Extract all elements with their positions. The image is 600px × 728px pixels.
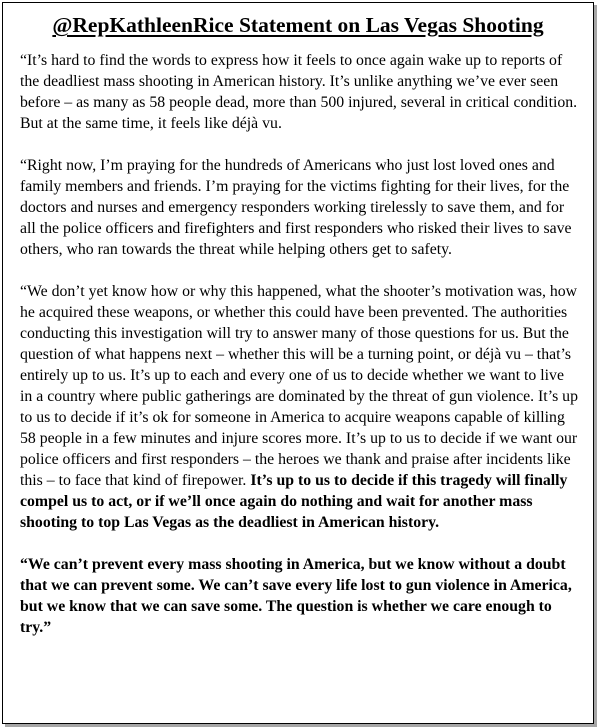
statement-body xyxy=(20,50,580,638)
paragraph-2 xyxy=(20,155,580,260)
statement-frame xyxy=(2,2,594,724)
paragraph-2-text: “Right now, I’m praying for the hundreds of Americans who just lost loved ones and family members and friends. I’m praying for the victims fighting for their lives, for the doctors and nurses and emergency responders working tirelessly to save them, and for all the police officers and firefighters and first responders who risked their lives to save others, who ran towards the threat while helping others get to safety. xyxy=(20,157,572,258)
paragraph-4 xyxy=(20,554,580,638)
paragraph-1 xyxy=(20,50,580,134)
statement-title-text: @RepKathleenRice Statement on Las Vegas Shooting xyxy=(52,13,544,37)
statement-title xyxy=(3,12,593,38)
paragraph-3-bold-text: It’s up to us to decide if this tragedy will finally compel us to act, or if we’ll once again do nothing and wait for another mass shooting to top Las Vegas as the deadliest in American history. xyxy=(20,472,568,531)
paragraph-3-text: “We don’t yet know how or why this happened, what the shooter’s motivation was, how he acquired these weapons, or whether this could have been prevented. The authorities conducting this investigation will try to answer many of those questions for us. But the question of what happens next – whether this will be a turning point, or déjà vu – that’s entirely up to us. It’s up to each and every one of us to decide whether we want to live in a country where public gatherings are dominated by the threat of gun violence. It’s up to us to decide if it’s ok for someone in America to acquire weapons capable of killing 58 people in a few minutes and injure scores more. It’s up to us to decide if we want our police officers and first responders – the heroes we thank and praise after incidents like this – to face that kind of firepower. xyxy=(20,283,578,489)
paragraph-4-bold-text: “We can’t prevent every mass shooting in America, but we know without a doubt that we can prevent some. We can’t save every life lost to gun violence in America, but we know that we can save some. The question is whether we care enough to try.” xyxy=(20,556,572,636)
paragraph-1-text: “It’s hard to find the words to express how it feels to once again wake up to reports of the deadliest mass shooting in American history. It’s unlike anything we’ve ever seen before – as many as 58 people dead, more than 500 injured, several in critical condition. But at the same time, it feels like déjà vu. xyxy=(20,52,578,132)
paragraph-3 xyxy=(20,281,580,533)
